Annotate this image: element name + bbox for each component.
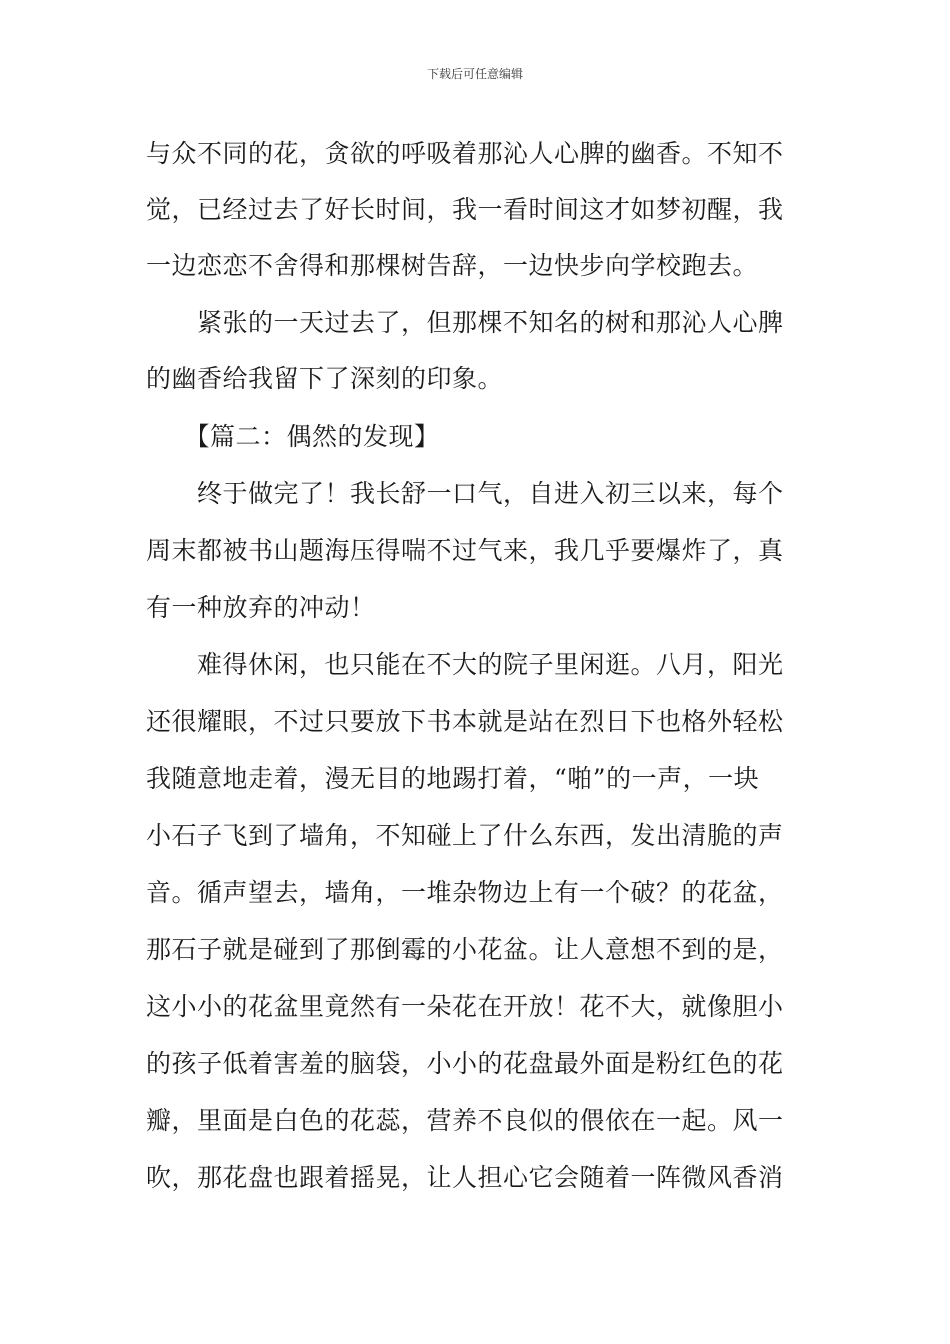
text-line: 小石子飞到了墙角，不知碰上了什么东西，发出清脆的声	[146, 821, 784, 850]
text-line: 我随意地走着，漫无目的地踢打着，“啪”的一声，一块	[146, 764, 760, 793]
text-line: 瓣，里面是白色的花蕊，营养不良似的偎依在一起。风一	[146, 1106, 784, 1135]
page-header: 下载后可任意编辑	[426, 67, 523, 81]
text-line: 终于做完了！我长舒一口气，自进入初三以来，每个	[146, 479, 784, 508]
text-line: 觉，已经过去了好长时间，我一看时间这才如梦初醒，我	[146, 195, 784, 224]
text-line: 吹，那花盘也跟着摇晃，让人担心它会随着一阵微风香消	[146, 1163, 784, 1192]
text-line: 难得休闲，也只能在不大的院子里闲逛。八月，阳光	[146, 650, 784, 679]
text-line: 那石子就是碰到了那倒霉的小花盆。让人意想不到的是，	[146, 935, 784, 964]
text-line: 还很耀眼，不过只要放下书本就是站在烈日下也格外轻松	[146, 707, 784, 736]
text-line: 紧张的一天过去了，但那棵不知名的树和那沁人心脾	[146, 308, 784, 337]
text-line: 的孩子低着害羞的脑袋，小小的花盘最外面是粉红色的花	[146, 1049, 784, 1078]
text-line: 有一种放弃的冲动！	[146, 593, 376, 622]
text-line: 一边恋恋不舍得和那棵树告辞，一边快步向学校跑去。	[146, 251, 759, 280]
text-line: 这小小的花盆里竟然有一朵花在开放！花不大，就像胆小	[146, 992, 784, 1021]
text-line: 音。循声望去，墙角，一堆杂物边上有一个破？的花盆，	[146, 878, 784, 907]
text-line: 周末都被书山题海压得喘不过气来，我几乎要爆炸了，真	[146, 536, 784, 565]
text-line: 的幽香给我留下了深刻的印象。	[146, 364, 504, 393]
section-heading: 【篇二：偶然的发现】	[146, 422, 440, 451]
text-line: 与众不同的花，贪欲的呼吸着那沁人心脾的幽香。不知不	[146, 139, 784, 168]
